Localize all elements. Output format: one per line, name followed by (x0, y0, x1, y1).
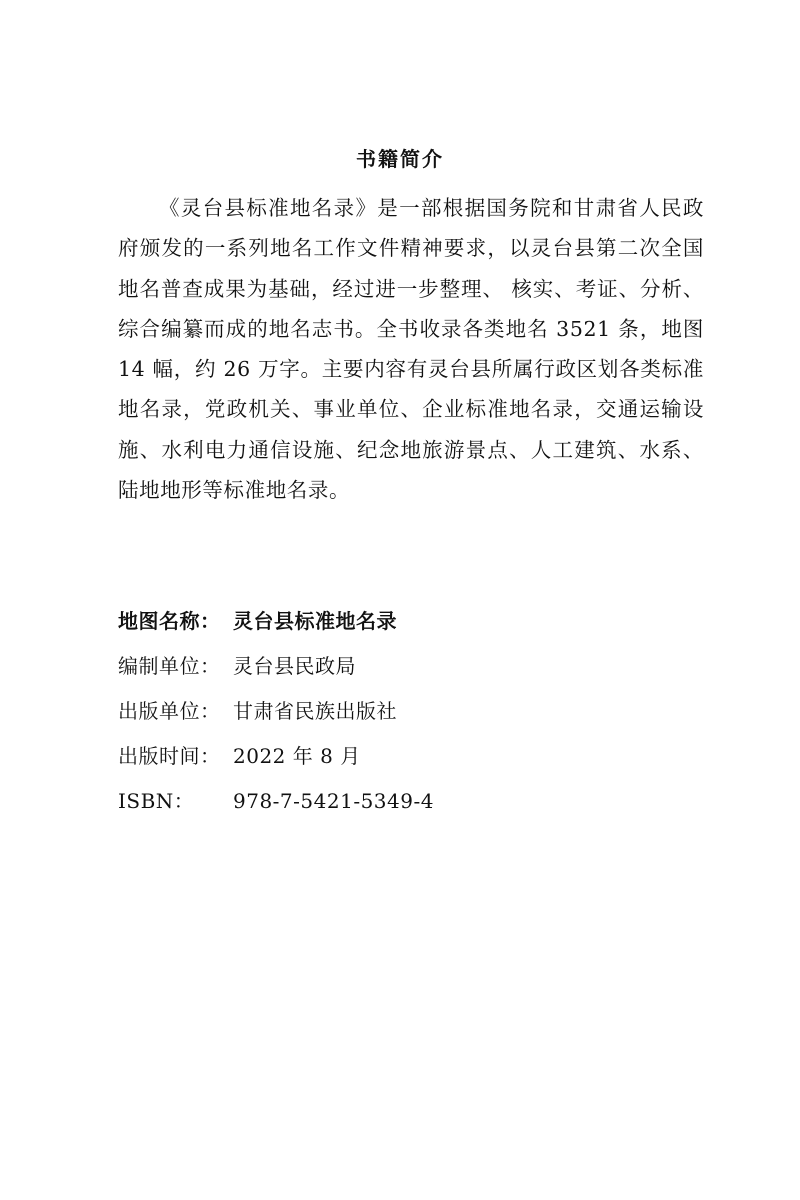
publication-date-row (118, 741, 678, 786)
compiler-label: 编制单位： (118, 654, 221, 678)
compiler-value: 灵台县民政局 (233, 654, 356, 678)
isbn-value: 978-7-5421-5349-4 (233, 789, 434, 813)
publication-date-value: 2022 年 8 月 (233, 744, 361, 768)
publication-info (118, 606, 678, 831)
publisher-label: 出版单位： (118, 699, 221, 723)
map-name-row (118, 606, 678, 651)
isbn-label: ISBN： (118, 789, 195, 813)
publication-date-label: 出版时间： (118, 744, 221, 768)
map-name-label: 地图名称： (118, 609, 221, 633)
isbn-row (118, 786, 678, 831)
publisher-value: 甘肃省民族出版社 (233, 699, 397, 723)
intro-paragraph: 《灵台县标准地名录》是一部根据国务院和甘肃省人民政府颁发的一系列地名工作文件精神要求，以灵台县第二次全国地名普查成果为基础，经过进一步整理、 核实、考证、分析、综合编纂而成的地名志书。全书收录各类地名 3521 条，地图 14 幅，约 26 万字。主要内容有灵台县所属行政区划各类标准地名录，党政机关、事业单位、企业标准地名录，交通运输设施、水利电力通信设施、纪念地旅游景点、人工建筑、水系、陆地地形等标准地名录。 (118, 196, 704, 503)
publisher-row (118, 696, 678, 741)
compiler-row (118, 651, 678, 696)
page-title: 书籍简介 (356, 147, 444, 171)
map-name-value: 灵台县标准地名录 (233, 609, 397, 633)
